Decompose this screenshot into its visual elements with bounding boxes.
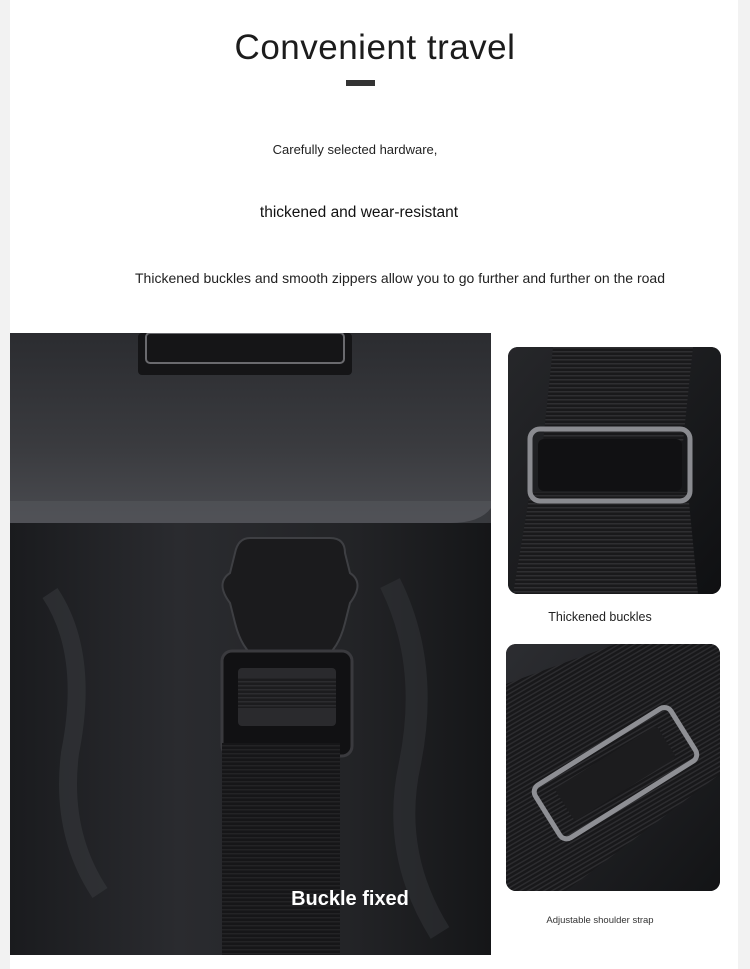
subtitle-line-2: thickened and wear-resistant (259, 204, 459, 221)
thickened-buckles-caption: Thickened buckles (548, 610, 652, 624)
title-underline (346, 80, 375, 86)
subtitle-line-1: Carefully selected hardware, (272, 142, 438, 157)
buckle-fixed-caption: Buckle fixed (291, 888, 409, 910)
right-margin (738, 0, 750, 969)
adjustable-strap-image (506, 644, 720, 891)
section-title: Convenient travel (234, 28, 516, 67)
buckle-fixed-image (10, 333, 491, 955)
adjustable-strap-caption: Adjustable shoulder strap (546, 915, 654, 926)
description-line: Thickened buckles and smooth zippers allow you to go further and further on the road (135, 270, 665, 286)
thickened-buckle-image (508, 347, 721, 594)
